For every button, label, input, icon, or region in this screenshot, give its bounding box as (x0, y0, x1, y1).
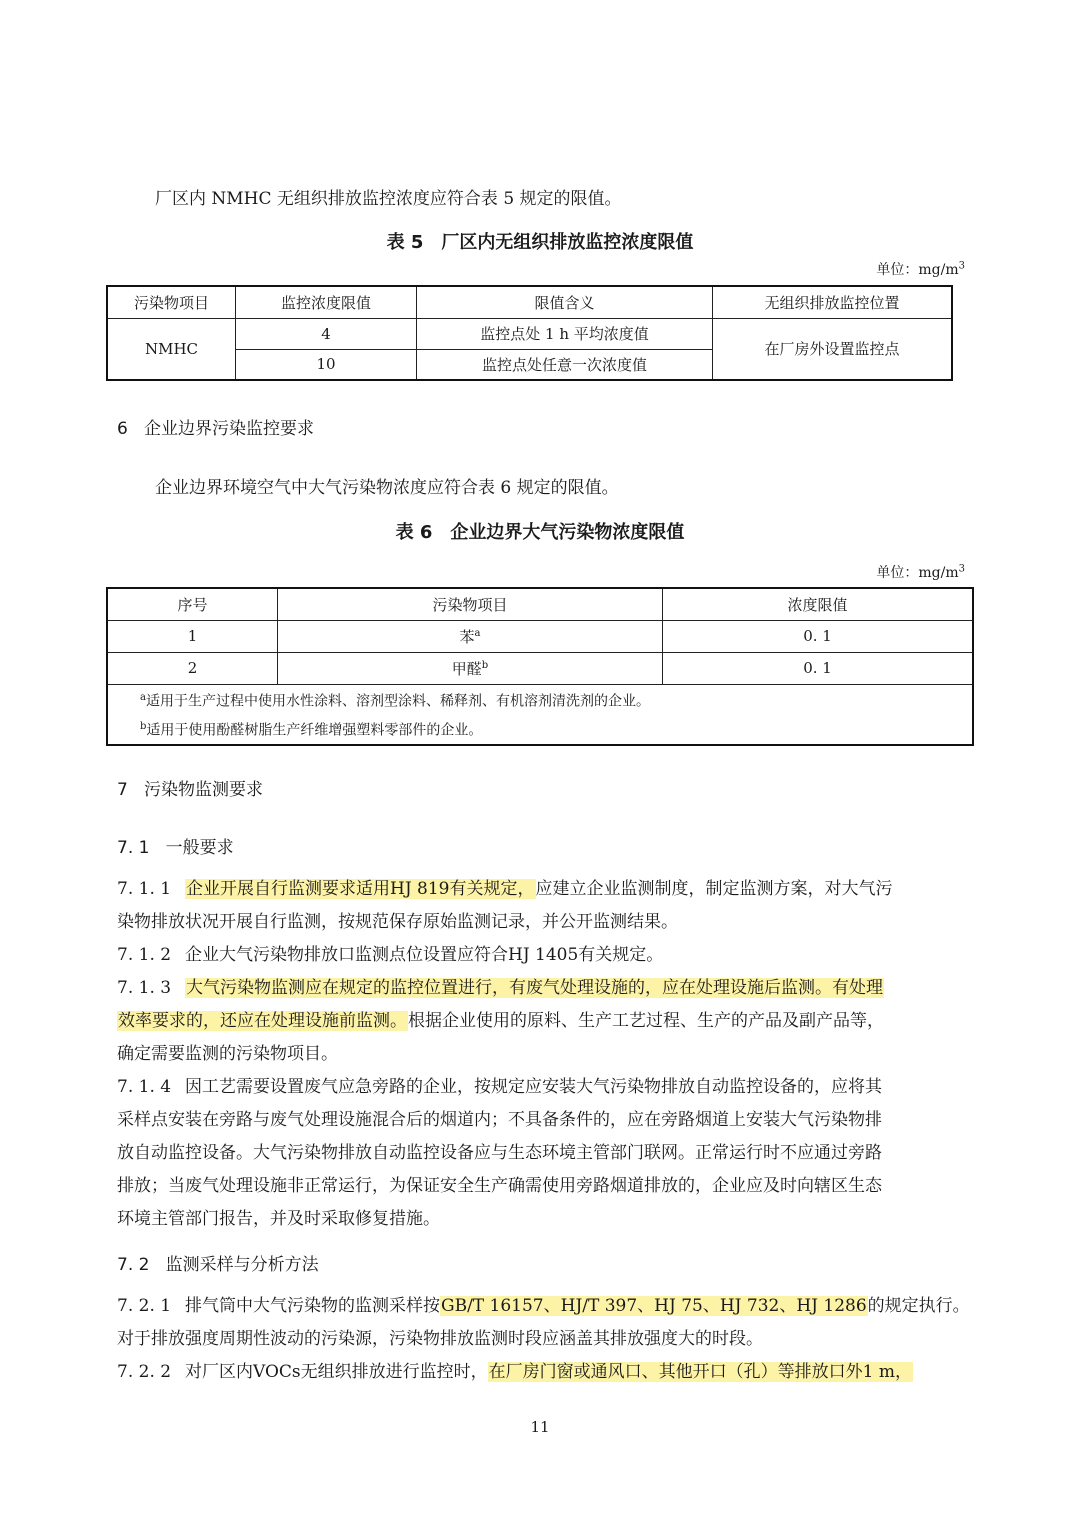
table6-notes (107, 684, 973, 745)
section-number: 7. 1 (117, 838, 150, 858)
table6-value: 0. 1 (663, 652, 974, 684)
table6-item: 苯$^a$ (278, 620, 663, 652)
table6-note-b: $^b$适用于使用酚醛树脂生产纤维增强塑料零部件的企业。 (140, 721, 483, 739)
paragraph-7-2-1: 7. 2. 1 排气筒中大气污染物的监测采样按GB/T 16157、HJ/T 397、HJ 75、HJ 732、HJ 1286的规定执行。 对于排放强度周期性波动的污染源，污染物排放监测时段应涵盖其排放强度大的时段。 (117, 1296, 970, 1349)
highlight: 在厂房门窗或通风口、其他开口（孔）等排放口外1 m， (488, 1362, 912, 1382)
table5-header: 污染物项目 (107, 286, 236, 318)
table5-limit: 4 (236, 318, 417, 349)
section-title: 监测采样与分析方法 (165, 1255, 319, 1275)
section-title: 污染物监测要求 (144, 780, 264, 800)
table5-limit: 10 (236, 349, 417, 380)
section6-heading (117, 414, 314, 439)
paragraph-7-2-2: 7. 2. 2 对厂区内VOCs无组织排放进行监控时，在厂房门窗或通风口、其他开口（孔）等排放口外1 m， (117, 1362, 912, 1382)
table6-note-a: $^a$适用于生产过程中使用水性涂料、溶剂型涂料、稀释剂、有机溶剂清洗剂的企业。 (140, 691, 650, 710)
table6-header: 浓度限值 (663, 588, 974, 620)
table6-unit: 单位：$mg/m^3$ (876, 563, 965, 581)
table6-header: 序号 (107, 588, 278, 620)
highlight: 大气污染物监测应在规定的监控位置进行，有废气处理设施的，应在处理设施后监测。有处理 (186, 978, 883, 998)
paragraph-7-1-1: 7. 1. 1 企业开展自行监测要求适用HJ 819有关规定，应建立企业监测制度，制定监测方案，对大气污 染物排放状况开展自行监测，按规范保存原始监测记录，并公开监测结果。 (117, 879, 893, 932)
section-number: 7. 2 (117, 1255, 150, 1275)
table5-meaning: 监控点处任意一次浓度值 (417, 349, 713, 380)
section-number: 7 (117, 780, 128, 800)
table5-caption: 表 5 厂区内无组织排放监控浓度限值 (386, 232, 694, 253)
highlight: 效率要求的，还应在处理设施前监测。 (118, 1011, 407, 1031)
table5-meaning: 监控点处 1 h 平均浓度值 (417, 318, 713, 349)
intro-table6: 企业边界环境空气中大气污染物浓度应符合表 6 规定的限值。 (155, 478, 619, 498)
table6-header: 污染物项目 (278, 588, 663, 620)
table6-item: 甲醛$^b$ (278, 652, 663, 684)
table5-header: 无组织排放监控位置 (713, 286, 953, 318)
table6-no: 1 (107, 620, 278, 652)
paragraph-7-1-4: 7. 1. 4 因工艺需要设置废气应急旁路的企业，按规定应安装大气污染物排放自动监控设备的，应将其 采样点安装在旁路与废气处理设施混合后的烟道内；不具备条件的，应在旁路烟道上安装大气污染物排 放自动监控设备。大气污染物排放自动监控设备应与生态环境主管部门联网。正常运行时不应通过旁路 排放；当废气处理设施非正常运行，为保证安全生产确需使用旁路烟道排放的，企业应及时向辖区生态 环境主管部门报告，并及时采取修复措施。 (117, 1077, 882, 1229)
table6-no: 2 (107, 652, 278, 684)
highlight: GB/T 16157、HJ/T 397、HJ 75、HJ 732、HJ 1286 (441, 1296, 867, 1316)
page-number: 11 (530, 1418, 550, 1436)
subsection-7-1-heading (117, 833, 234, 858)
subsection-7-2-heading (117, 1250, 319, 1275)
table5-unit: 单位：$mg/m^3$ (876, 260, 965, 278)
intro-table5: 厂区内 NMHC 无组织排放监控浓度应符合表 5 规定的限值。 (155, 189, 622, 209)
paragraph-7-1-2: 7. 1. 2 企业大气污染物排放口监测点位设置应符合HJ 1405有关规定。 (117, 945, 664, 965)
section-number: 6 (117, 419, 128, 439)
section7-heading (117, 775, 263, 800)
table5-location: 在厂房外设置监控点 (713, 318, 953, 380)
table6-caption: 表 6 企业边界大气污染物浓度限值 (395, 522, 685, 543)
table5-header: 限值含义 (417, 286, 713, 318)
table5-header: 监控浓度限值 (236, 286, 417, 318)
section-title: 企业边界污染监控要求 (144, 419, 315, 439)
table6-value: 0. 1 (663, 620, 974, 652)
paragraph-7-1-3: 7. 1. 3 大气污染物监测应在规定的监控位置进行，有废气处理设施的，应在处理设施后监测。有处理 效率要求的，还应在处理设施前监测。根据企业使用的原料、生产工艺过程、生产的产品及副产品等， 确定需要监测的污染物项目。 (117, 978, 884, 1064)
highlight: 企业开展自行监测要求适用HJ 819有关规定， (186, 879, 535, 899)
table6 (106, 587, 974, 746)
section-title: 一般要求 (165, 838, 234, 858)
table5 (106, 285, 953, 381)
table5-pollutant: NMHC (107, 318, 236, 380)
